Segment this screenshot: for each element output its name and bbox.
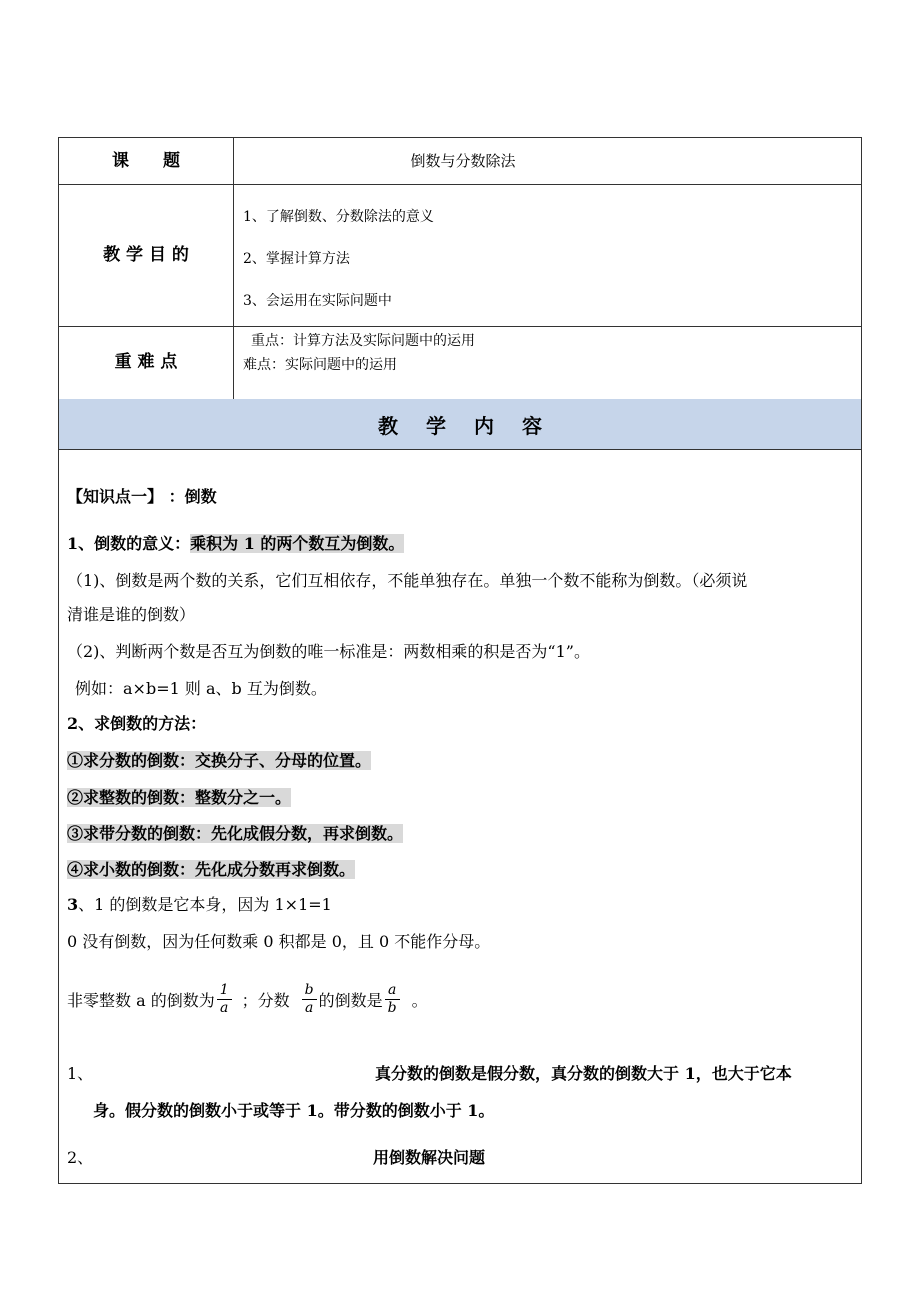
fraction-numerator: 1 — [217, 982, 232, 1000]
one-text: 、1 的倒数是它本身，因为 1×1=1 — [78, 895, 332, 914]
fraction-numerator: b — [302, 982, 317, 1000]
zero-line: 0 没有倒数，因为任何数乘 0 积都是 0，且 0 不能作分母。 — [67, 932, 491, 951]
nonzero-text: 的倒数是 — [318, 990, 383, 1010]
fraction-denominator: a — [220, 999, 229, 1016]
nonzero-text: 非零整数 a 的倒数为 — [67, 990, 215, 1010]
method-text: ④求小数的倒数：先化成分数再求倒数。 — [67, 860, 356, 879]
one-prefix: 3 — [67, 895, 79, 914]
note-line: （1)、倒数是两个数的关系，它们互相依存，不能单独存在。单独一个数不能称为倒数。（必须说 — [67, 571, 748, 590]
key-point: 重点：计算方法及实际问题中的运用 — [251, 333, 475, 349]
item-text: 身。假分数的倒数小于或等于 1。带分数的倒数小于 1。 — [93, 1101, 495, 1120]
method-item — [67, 785, 291, 808]
content-banner: 教学内容 — [59, 399, 861, 449]
fraction-denominator: a — [304, 999, 314, 1016]
fraction — [385, 982, 400, 1017]
method-title: 2、求倒数的方法： — [67, 714, 207, 733]
hard-point: 难点：实际问题中的运用 — [243, 357, 397, 373]
goal-item: 3、会运用在实际问题中 — [243, 293, 392, 309]
note-line: （2)、判断两个数是否互为倒数的唯一标准是：两数相乘的积是否为“1”。 — [67, 642, 590, 661]
item-number: 2、 — [67, 1148, 94, 1167]
method-text: ②求整数的倒数：整数分之一。 — [67, 788, 292, 807]
definition-prefix: 1、倒数的意义： — [67, 534, 191, 553]
definition-highlight: 乘积为 1 的两个数互为倒数。 — [190, 534, 405, 553]
method-text: ③求带分数的倒数：先化成假分数，再求倒数。 — [67, 824, 404, 843]
one-reciprocal-line — [67, 892, 332, 915]
key-label: 重 难 点 — [114, 352, 178, 372]
lesson-plan-table — [58, 137, 862, 1184]
nonzero-line — [67, 982, 428, 1017]
item-text: 真分数的倒数是假分数，真分数的倒数大于 1，也大于它本 — [375, 1064, 792, 1083]
item-text: 用倒数解决问题 — [373, 1148, 486, 1167]
topic-label: 课 题 — [112, 151, 180, 171]
nonzero-sep: ；分数 — [241, 990, 290, 1010]
method-item — [67, 748, 371, 771]
row-divider — [59, 449, 861, 450]
goal-item: 2、掌握计算方法 — [243, 251, 350, 267]
fraction-numerator: a — [385, 982, 400, 1000]
definition-line — [67, 531, 404, 554]
fraction-denominator: b — [387, 999, 397, 1016]
fraction — [302, 982, 317, 1017]
note-line: 清谁是谁的倒数） — [67, 605, 196, 624]
goal-item: 1、了解倒数、分数除法的意义 — [243, 209, 434, 225]
method-item — [67, 857, 355, 880]
example-line: 例如：a×b=1 则 a、b 互为倒数。 — [75, 679, 327, 698]
topic-value: 倒数与分数除法 — [410, 152, 516, 170]
item-number: 1、 — [67, 1064, 94, 1083]
method-item — [67, 821, 403, 844]
method-text: ①求分数的倒数：交换分子、分母的位置。 — [67, 751, 372, 770]
fraction — [217, 982, 232, 1017]
nonzero-end: 。 — [411, 990, 428, 1010]
goal-label: 教 学 目 的 — [103, 245, 189, 265]
knowledge-point-title: 【知识点一】 ：倒数 — [67, 487, 217, 506]
